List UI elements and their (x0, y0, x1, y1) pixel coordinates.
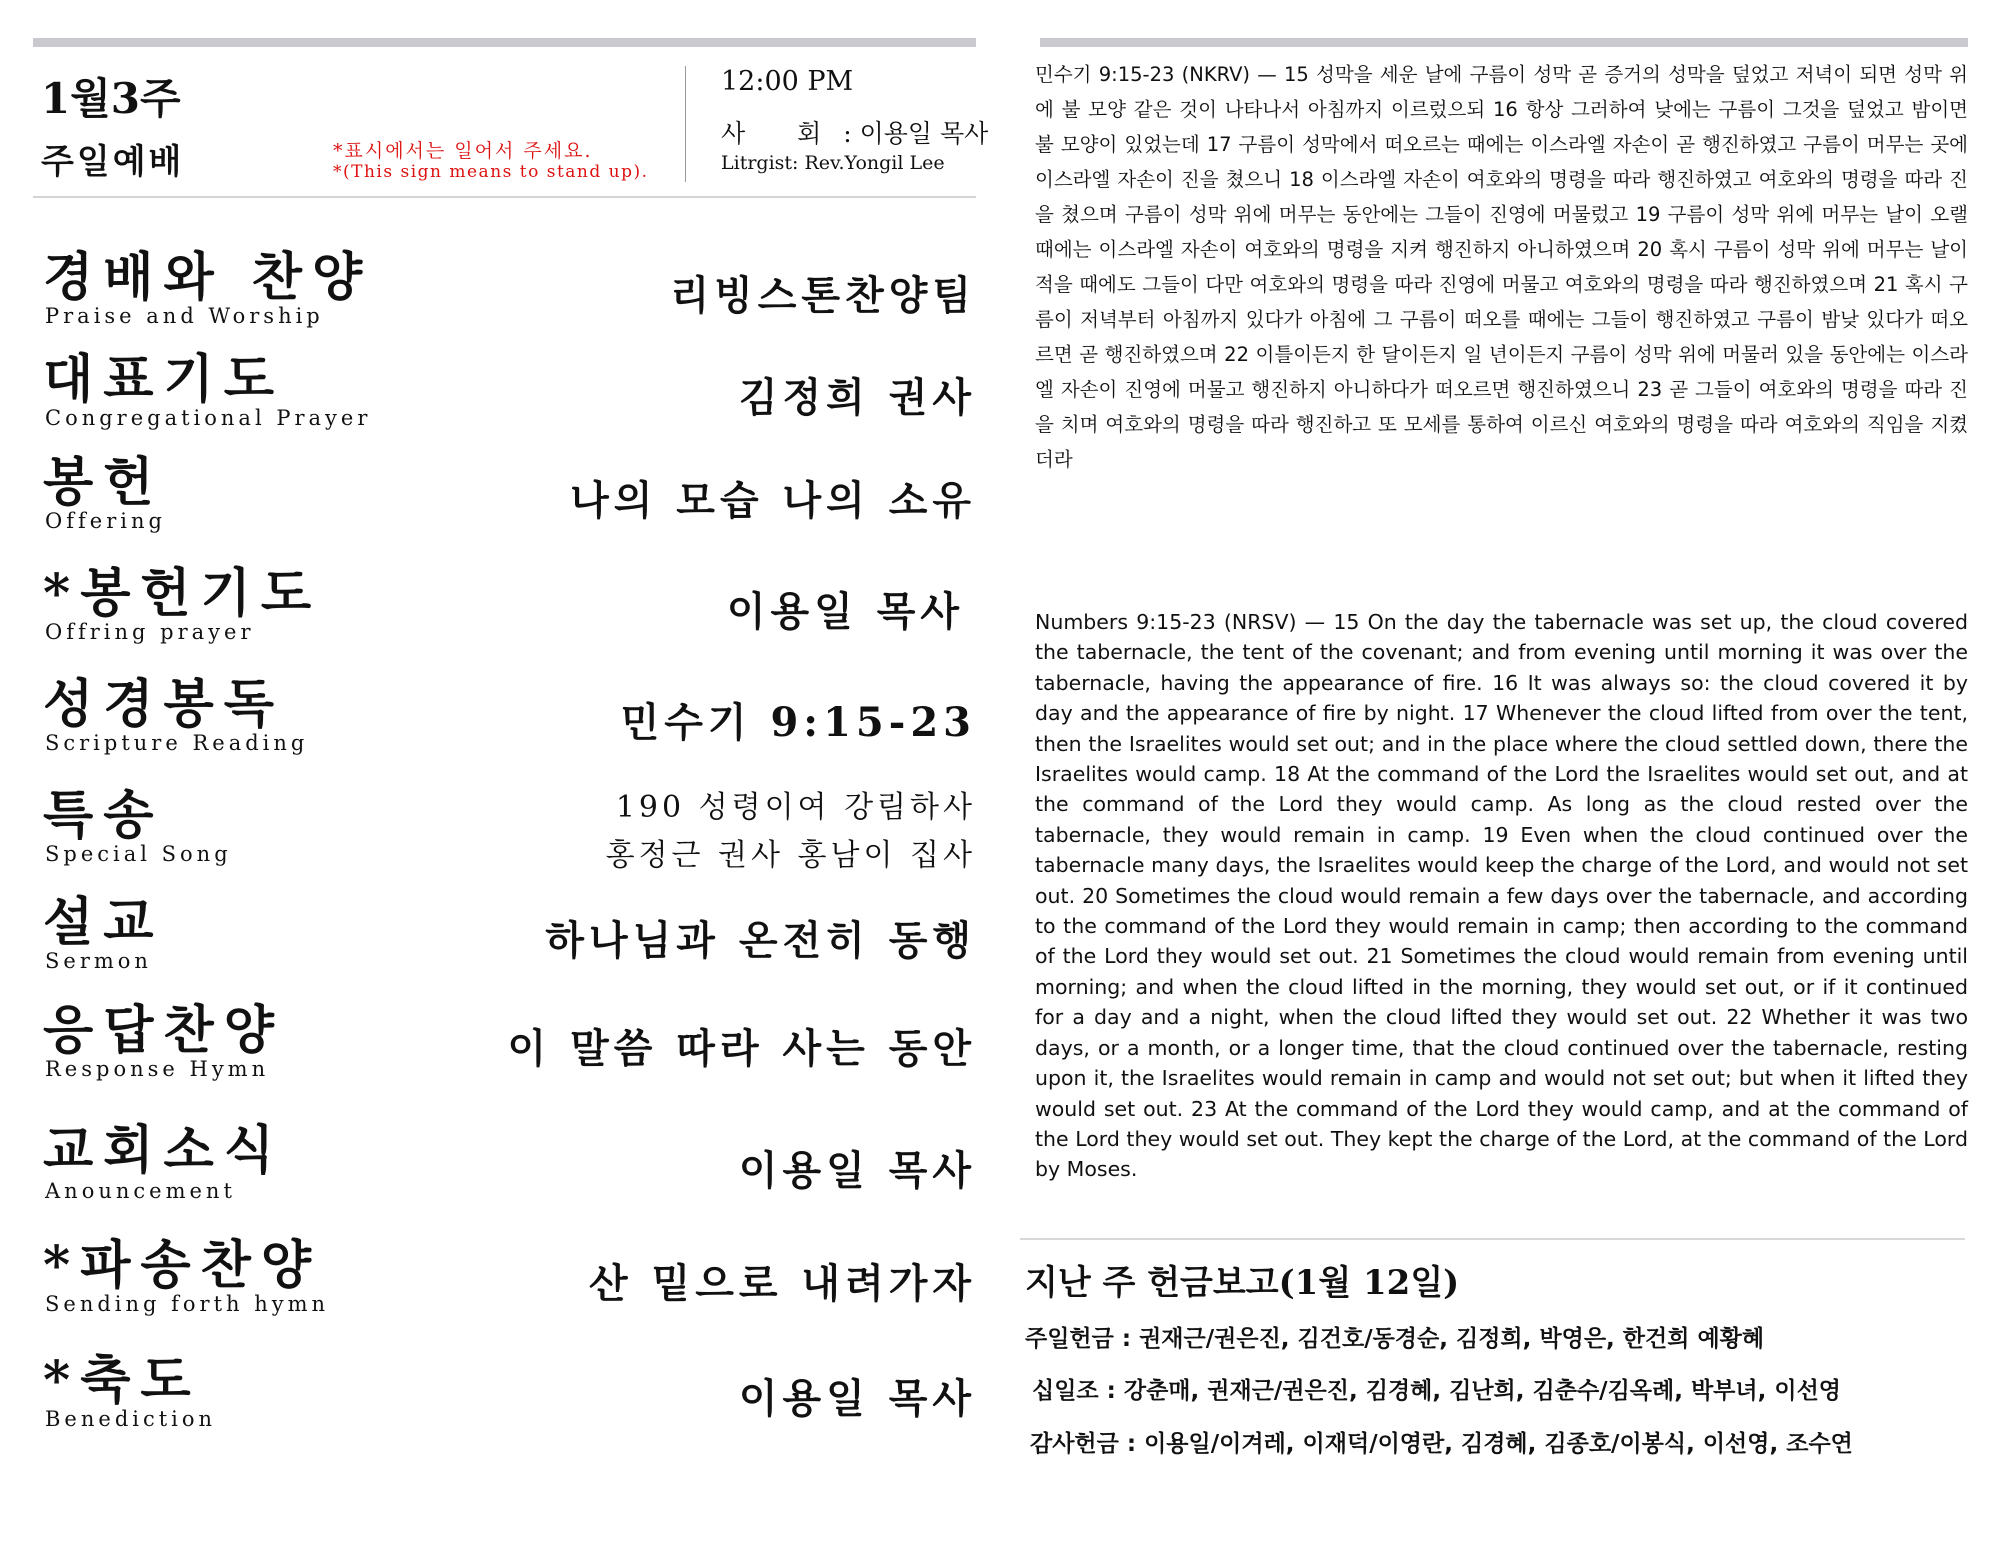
special-song-title: 190 성령이여 강림하사 (615, 790, 976, 825)
program-item-english: Sermon (45, 949, 152, 973)
stand-notice-korean: *표시에서는 일어서 주세요. (333, 140, 593, 162)
program-item-korean: *봉헌기도 (43, 563, 322, 624)
program-item-korean: 응답찬양 (43, 1000, 284, 1061)
host-name: : 이용일 목사 (843, 119, 989, 148)
program-item-korean: 성경봉독 (43, 674, 284, 735)
program-item-korean: *축도 (43, 1350, 201, 1411)
program-item-english: Sending forth hymn (45, 1292, 330, 1316)
offering-report-title: 지난 주 헌금보고(1월 12일) (1025, 1263, 1460, 1303)
service-time: 12:00 PM (721, 66, 854, 97)
program-item-value: 리빙스톤찬양팀 (670, 272, 976, 319)
program-item-value: 산 밑으로 내려가자 (589, 1260, 976, 1307)
offering-line-tithe: 십일조 : 강춘매, 권재근/권은진, 김경혜, 김난희, 김춘수/김옥례, 박부녀, 이선영 (1032, 1378, 1842, 1404)
program-item-korean: 대표기도 (43, 349, 284, 410)
program-item-value: 하나님과 온전히 동행 (545, 917, 976, 964)
program-item-english: Response Hymn (45, 1057, 270, 1081)
host-label: 사 회 (721, 119, 844, 148)
program-item-english: Offering (45, 509, 166, 533)
top-bar-right (1040, 38, 1968, 47)
week-title: 1월3주 (41, 74, 181, 123)
bulletin-header (33, 58, 989, 198)
program-item-value: 민수기 9:15-23 (620, 699, 976, 746)
offering-line-sunday: 주일헌금 : 권재근/권은진, 김건호/동경순, 김정희, 박영은, 한건희 예황혜 (1025, 1326, 1765, 1352)
offering-line-thanks: 감사헌금 : 이용일/이겨레, 이재덕/이영란, 김경혜, 김종호/이봉식, 이선영, 조수연 (1030, 1431, 1853, 1457)
program-item-english: Benediction (45, 1407, 217, 1431)
header-divider (685, 66, 686, 182)
program-item-korean: 교회소식 (43, 1120, 284, 1181)
program-item-korean: 봉헌 (43, 452, 164, 513)
program-item-value: 이용일 목사 (738, 1147, 976, 1194)
host-row (721, 114, 988, 150)
section-divider (1020, 1238, 1965, 1240)
program-item-english: Offring prayer (45, 620, 255, 644)
scripture-english: Numbers 9:15-23 (NRSV) — 15 On the day the tabernacle was set up, the cloud covered the tabernacle, the tent of the covenant; and from evening until morning it was over the tabernacle, having the appearance of fire. 16 It was always so: the cloud covered it by day and the appearance of fire by night. 17 Whenever the cloud lifted from over the tent, then the Israelites would set out; and in the place where the cloud settled down, there the Israelites would camp. 18 At the command of the Lord the Israelites would set out, and at the command of the Lord they would camp. As long as the cloud rested over the tabernacle, they would remain in camp. 19 Even when the cloud continued over the tabernacle many days, the Israelites would keep the charge of the Lord, and would not set out. 20 Sometimes the cloud would remain a few days over the tabernacle, and according to the command of the Lord they would remain in camp; then according to the command of the Lord they would set out. 21 Sometimes the cloud would remain from evening until morning; and when the cloud lifted in the morning, they would set out, or if it continued for a day and a night, when the cloud lifted they would set out. 22 Whether it was two days, or a month, or a longer time, that the cloud continued over the tabernacle, resting upon it, the Israelites would remain in camp and would not set out; but when it lifted they would set out. 23 At the command of the Lord they would camp, and at the command of the Lord they would set out. They kept the charge of the Lord, at the command of the Lord by Moses. (1035, 610, 1968, 1182)
scripture-korean: 민수기 9:15-23 (NKRV) — 15 성막을 세운 날에 구름이 성막 곧 증거의 성막을 덮었고 저녁이 되면 성막 위에 불 모양 같은 것이 나타나서 아침까지 이르렀으되 16 항상 그러하여 낮에는 구름이 그것을 덮었고 밤이면 불 모양이 있었는데 17 구름이 성막에서 떠오르는 때에는 이스라엘 자손이 곧 행진하였고 구름이 머무는 곳에 이스라엘 자손이 진을 쳤으니 18 이스라엘 자손이 여호와의 명령을 따라 행진하였고 여호와의 명령을 따라 진을 쳤으며 구름이 성막 위에 머무는 동안에는 그들이 진영에 머물렀고 19 구름이 성막 위에 머무는 날이 오랠 때에는 이스라엘 자손이 여호와의 명령을 지켜 행진하지 아니하였으며 20 혹시 구름이 성막 위에 머무는 날이 적을 때에도 그들이 다만 여호와의 명령을 따라 진영에 머물고 여호와의 명령을 따라 행진하였으며 21 혹시 구름이 저녁부터 아침까지 있다가 아침에 그 구름이 떠오를 때에는 그들이 행진하였고 구름이 밤낮 있다가 떠오르면 곧 행진하였으며 22 이틀이든지 한 달이든지 일 년이든지 구름이 성막 위에 머물러 있을 동안에는 이스라엘 자손이 진영에 머물고 행진하지 아니하다가 떠오르면 행진하였으니 23 곧 그들이 여호와의 명령을 따라 진을 치며 여호와의 명령을 따라 행진하고 또 모세를 통하여 이르신 여호와의 명령을 따라 여호와의 직임을 지켰더라 (1035, 63, 1968, 471)
program-item-english: Anouncement (45, 1179, 236, 1203)
litrgist-line: Litrgist: Rev.Yongil Lee (721, 152, 945, 174)
program-item-english: Scripture Reading (45, 731, 309, 755)
program-item-value: 이용일 목사 (726, 588, 964, 635)
program-item-korean: *파송찬양 (43, 1235, 322, 1296)
program-item-value: 나의 모습 나의 소유 (570, 477, 976, 524)
program-item-english: Praise and Worship (45, 304, 324, 328)
program-item-korean: 경배와 찬양 (43, 247, 373, 308)
top-bar-left (33, 38, 976, 47)
special-song-performers: 홍정근 권사 홍남이 집사 (605, 838, 976, 873)
program-item-english: Congregational Prayer (45, 406, 372, 430)
program-item-value: 이 말씀 따라 사는 동안 (507, 1025, 976, 1072)
program-item-value: 김정희 권사 (738, 374, 976, 421)
program-item-value: 이용일 목사 (738, 1375, 976, 1422)
stand-notice-english: *(This sign means to stand up). (333, 162, 649, 182)
program-item-korean: 특송 (43, 785, 164, 846)
program-item-english: Special Song (45, 842, 232, 866)
service-title: 주일예배 (41, 142, 185, 182)
program-item-korean: 설교 (43, 892, 164, 953)
